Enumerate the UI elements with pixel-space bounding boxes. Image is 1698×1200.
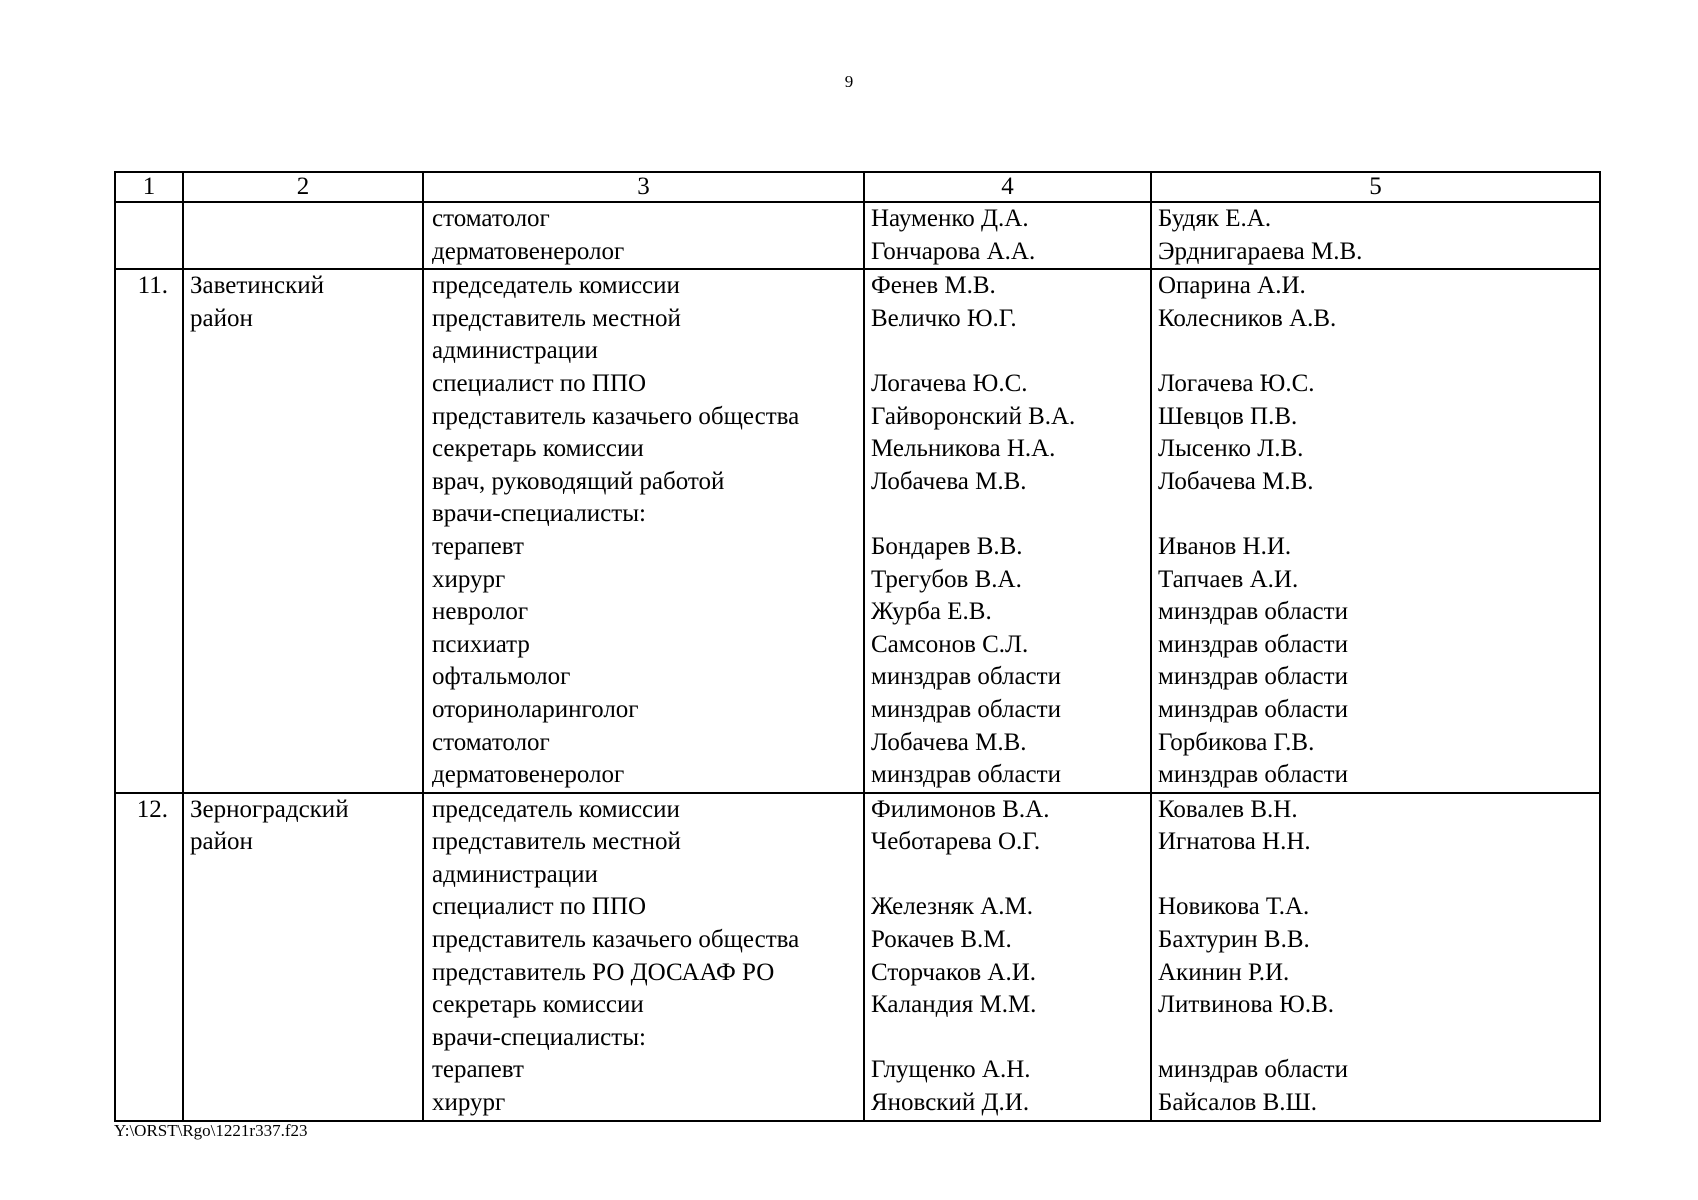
row-number-cell: 11.: [115, 269, 183, 793]
member-line: Филимонов В.А.: [871, 795, 1050, 823]
role-line: врачи-специалисты:: [432, 1023, 646, 1051]
role-cell: [423, 269, 864, 793]
district-line: район: [190, 304, 253, 332]
role-line: председатель комиссии: [432, 272, 680, 300]
district-line: Заветинский: [190, 272, 325, 300]
role-line: представитель местной: [432, 304, 681, 332]
role-line: администрации: [432, 337, 598, 365]
member-cell: [864, 202, 1151, 269]
commission-table: [114, 171, 1601, 1122]
row-number-cell: [115, 202, 183, 269]
member-line: Мельникова Н.А.: [871, 435, 1056, 463]
member-line: Величко Ю.Г.: [871, 304, 1017, 332]
reserve-line: [1158, 1022, 1593, 1055]
member-line: Железняк А.М.: [871, 893, 1034, 921]
table-row-district-11: [115, 269, 1600, 793]
reserve-line: Ковалев В.Н.: [1158, 795, 1298, 823]
member-line: Науменко Д.А.: [871, 205, 1029, 232]
role-line: представитель казачьего общества: [432, 402, 800, 430]
role-line: психиатр: [432, 630, 530, 658]
role-line: специалист по ППО: [432, 369, 647, 397]
table-row-continuation: [115, 202, 1600, 269]
member-line: Самсонов С.Л.: [871, 630, 1029, 658]
reserve-line: минздрав области: [1158, 598, 1348, 626]
member-line: Гайворонский В.А.: [871, 402, 1076, 430]
role-line: офтальмолог: [432, 663, 571, 691]
reserve-line: минздрав области: [1158, 761, 1348, 789]
reserve-cell: [1151, 202, 1600, 269]
member-line: [871, 335, 1144, 368]
role-line: секретарь комиссии: [432, 991, 644, 1019]
reserve-line: Иванов Н.И.: [1158, 532, 1292, 560]
role-line: хирург: [432, 565, 506, 593]
member-cell: [864, 269, 1151, 793]
reserve-line: Лобачева М.В.: [1158, 467, 1314, 495]
reserve-cell: [1151, 793, 1600, 1121]
member-line: Лобачева М.В.: [871, 467, 1027, 495]
member-line: [871, 498, 1144, 531]
reserve-line: Игнатова Н.Н.: [1158, 828, 1311, 856]
member-line: [871, 859, 1144, 892]
member-line: Гончарова А.А.: [871, 237, 1036, 265]
reserve-line: Бахтурин В.В.: [1158, 926, 1310, 954]
reserve-line: Эрднигараева М.В.: [1158, 237, 1363, 265]
table-row-district-12: [115, 793, 1600, 1121]
district-cell: [183, 793, 423, 1121]
page-number: 9: [844, 72, 854, 91]
member-line: Бондарев В.В.: [871, 532, 1023, 560]
role-line: председатель комиссии: [432, 795, 680, 823]
reserve-line: Лысенко Л.В.: [1158, 435, 1304, 463]
reserve-line: Колесников А.В.: [1158, 304, 1337, 332]
reserve-line: [1158, 498, 1593, 531]
member-line: Лобачева М.В.: [871, 728, 1027, 756]
role-line: представитель РО ДОСААФ РО: [432, 958, 775, 986]
member-cell: [864, 793, 1151, 1121]
reserve-line: минздрав области: [1158, 663, 1348, 691]
role-line: терапевт: [432, 532, 524, 560]
reserve-line: Акинин Р.И.: [1158, 958, 1290, 986]
reserve-line: Тапчаев А.И.: [1158, 565, 1299, 593]
reserve-line: Литвинова Ю.В.: [1158, 991, 1335, 1019]
member-line: Трегубов В.А.: [871, 565, 1022, 593]
member-line: Каландия М.М.: [871, 991, 1037, 1019]
member-line: Фенев М.В.: [871, 272, 996, 300]
member-line: минздрав области: [871, 663, 1061, 691]
table-header-row: [115, 172, 1600, 202]
role-line: невролог: [432, 598, 529, 626]
reserve-line: минздрав области: [1158, 1056, 1348, 1084]
member-line: Яновский Д.И.: [871, 1089, 1030, 1117]
member-line: Логачева Ю.С.: [871, 369, 1028, 397]
member-line: Глущенко А.Н.: [871, 1056, 1031, 1084]
member-line: Журба Е.В.: [871, 598, 992, 626]
reserve-line: Логачева Ю.С.: [1158, 369, 1315, 397]
district-line: район: [190, 828, 253, 856]
role-cell: [423, 793, 864, 1121]
member-line: минздрав области: [871, 761, 1061, 789]
reserve-line: [1158, 859, 1593, 892]
role-line: стоматолог: [432, 728, 550, 756]
role-line: дерматовенеролог: [432, 237, 625, 265]
role-line: представитель местной: [432, 828, 681, 856]
reserve-line: Новикова Т.А.: [1158, 893, 1310, 921]
reserve-line: Опарина А.И.: [1158, 272, 1306, 300]
member-line: Рокачев В.М.: [871, 926, 1012, 954]
reserve-line: Будяк Е.А.: [1158, 205, 1272, 232]
column-header: 4: [864, 172, 1151, 202]
role-line: представитель казачьего общества: [432, 926, 800, 954]
member-line: Чеботарева О.Г.: [871, 828, 1041, 856]
role-line: оториноларинголог: [432, 695, 639, 723]
column-header: 3: [423, 172, 864, 202]
row-number-cell: 12.: [115, 793, 183, 1121]
column-header: 1: [115, 172, 183, 202]
column-header: 2: [183, 172, 423, 202]
role-cell: [423, 202, 864, 269]
district-cell: [183, 202, 423, 269]
member-line: Сторчаков А.И.: [871, 958, 1037, 986]
role-line: врач, руководящий работой: [432, 467, 725, 495]
member-line: минздрав области: [871, 695, 1061, 723]
reserve-line: минздрав области: [1158, 695, 1348, 723]
reserve-line: Шевцов П.В.: [1158, 402, 1298, 430]
role-line: врачи-специалисты:: [432, 500, 646, 528]
file-path-footer: Y:\ORST\Rgo\1221r337.f23: [114, 1121, 308, 1140]
reserve-line: Байсалов В.Ш.: [1158, 1089, 1317, 1117]
district-line: Зерноградский: [190, 795, 349, 823]
member-line: [871, 1022, 1144, 1055]
column-header: 5: [1151, 172, 1600, 202]
role-line: администрации: [432, 860, 598, 888]
role-line: секретарь комиссии: [432, 435, 644, 463]
district-cell: [183, 269, 423, 793]
reserve-line: минздрав области: [1158, 630, 1348, 658]
role-line: хирург: [432, 1089, 506, 1117]
reserve-cell: [1151, 269, 1600, 793]
role-line: дерматовенеролог: [432, 761, 625, 789]
reserve-line: Горбикова Г.В.: [1158, 728, 1315, 756]
role-line: терапевт: [432, 1056, 524, 1084]
role-line: стоматолог: [432, 205, 550, 232]
role-line: специалист по ППО: [432, 893, 647, 921]
reserve-line: [1158, 335, 1593, 368]
